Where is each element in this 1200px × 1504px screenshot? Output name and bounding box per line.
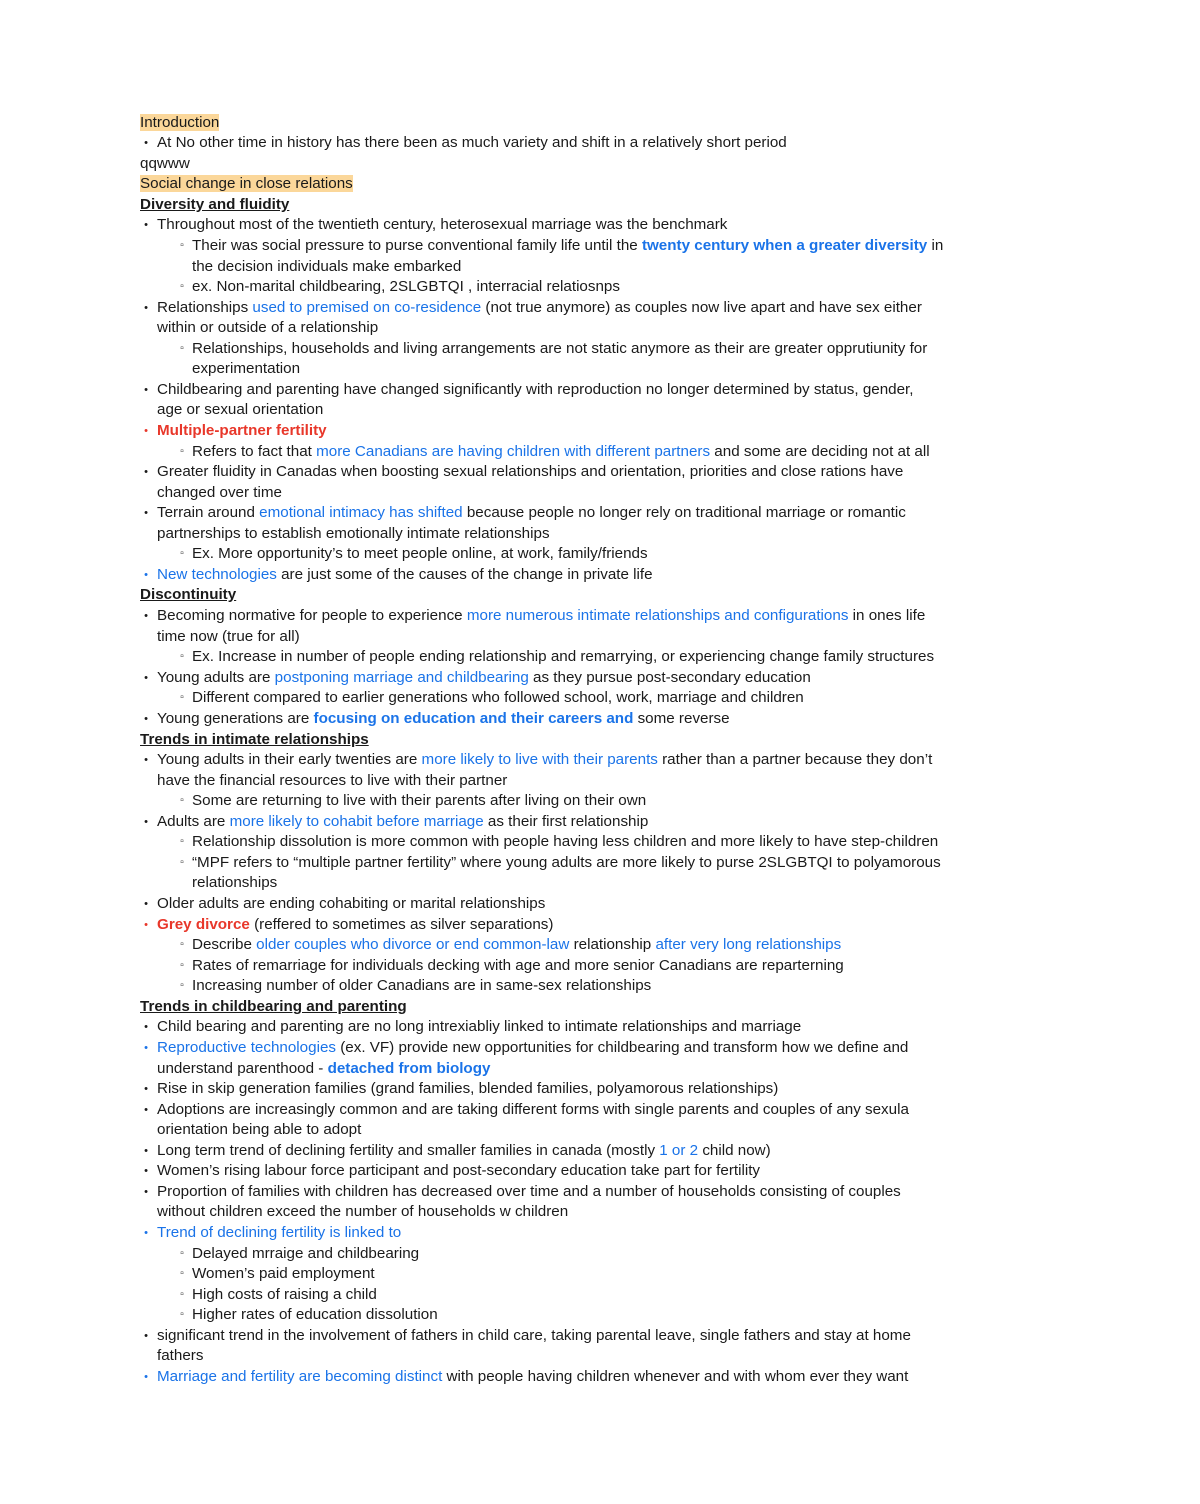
highlighted-text: twenty century when a greater diversity [641,237,928,254]
text-run: Relationships, households and living arrangements are not static anymore as their are greater opprutiunity for [192,340,928,357]
text-run: without children exceed the number of households w children [157,1203,569,1220]
bullet-icon: • [144,754,148,766]
highlighted-text: 1 or 2 [659,1142,699,1159]
bullet-item [144,606,926,626]
bullet-item [144,1367,909,1387]
text-run: and some are deciding not at all [710,443,930,460]
text-run: qqwww [140,155,190,172]
sub-bullet-item [180,956,844,976]
text-run: Adoptions are increasingly common and are taking different forms with single parents and couples of any sexula [157,1101,909,1118]
text-run: Greater fluidity in Canadas when boosting sexual relationships and orientation, priorities and close rations have [157,463,904,480]
highlighted-text: used to premised on co-residence [252,299,482,316]
highlighted-text: Trend of declining fertility is linked to [157,1224,402,1241]
sub-bullet-item [180,1244,420,1264]
text-run: orientation being able to adopt [157,1121,362,1138]
bullet-icon: • [144,1186,148,1198]
highlighted-text: after very long relationships [655,936,842,953]
bullet-item [144,1161,761,1181]
continuation-line [157,1120,361,1140]
text-run: Introduction [140,114,220,131]
text-run: with people having children whenever and with whom ever they want [442,1368,909,1385]
continuation-line [192,873,277,893]
text-run: (not true anymore) as couples now live apart and have sex either [481,299,922,316]
text-run: because people no longer rely on traditional marriage or romantic [462,504,906,521]
sub-bullet-item [180,277,620,297]
section-heading [140,113,219,133]
text-run: Becoming normative for people to experience [157,607,467,624]
text-run: Ex. Increase in number of people ending relationship and remarrying, or experiencing change family structures [192,648,935,665]
subsection-heading [140,730,369,750]
square-bullet-icon: ▫ [180,343,184,354]
sub-bullet-item [180,339,928,359]
highlighted-text: more likely to cohabit before marriage [229,813,484,830]
bullet-item [144,215,728,235]
square-bullet-icon: ▫ [180,281,184,292]
continuation-line [157,771,507,791]
text-run: Different compared to earlier generations who followed school, work, marriage and children [192,689,804,706]
text-run: Young adults in their early twenties are [157,751,422,768]
text-run: Women’s rising labour force participant and post-secondary education take part for fertility [157,1162,761,1179]
bullet-icon: • [144,466,148,478]
continuation-line [157,524,550,544]
text-run: At No other time in history has there been as much variety and shift in a relatively short period [157,134,787,151]
bullet-icon: • [144,507,148,519]
text-run: Relationship dissolution is more common with people having less children and more likely to have step-children [192,833,939,850]
bullet-item [144,1141,771,1161]
highlighted-text: more likely to live with their parents [421,751,658,768]
text-run: changed over time [157,484,282,501]
subsection-heading [140,585,236,605]
bullet-icon: • [144,919,148,931]
square-bullet-icon: ▫ [180,795,184,806]
text-run: some reverse [633,710,730,727]
highlighted-text: postponing marriage and childbearing [274,669,529,686]
sub-bullet-item [180,976,652,996]
text-run: Delayed mrraige and childbearing [192,1245,420,1262]
bullet-icon: • [144,898,148,910]
sub-bullet-item [180,1305,438,1325]
text-run: Older adults are ending cohabiting or marital relationships [157,895,546,912]
sub-bullet-item [180,442,930,462]
bullet-item [144,1326,911,1346]
text-line [140,154,190,174]
text-run: Childbearing and parenting have changed significantly with reproduction no longer determined by status, gender, [157,381,914,398]
sub-bullet-item [180,688,804,708]
bullet-item [144,709,730,729]
text-run: Refers to fact that [192,443,317,460]
bullet-icon: • [144,569,148,581]
sub-bullet-item [180,647,935,667]
bullet-icon: • [144,384,148,396]
bullet-icon: • [144,137,148,149]
sub-bullet-item [180,236,944,256]
text-run: Higher rates of education dissolution [192,1306,438,1323]
text-run: Trends in intimate relationships [140,731,369,748]
text-run: fathers [157,1347,204,1364]
square-bullet-icon: ▫ [180,1248,184,1259]
highlighted-text: older couples who divorce or end common-law [256,936,570,953]
text-run: Some are returning to live with their parents after living on their own [192,792,647,809]
highlighted-text: Reproductive technologies [157,1039,336,1056]
continuation-line [157,1202,568,1222]
text-run: Diversity and fluidity [140,196,290,213]
highlighted-text: New technologies [157,566,277,583]
bullet-icon: • [144,1042,148,1054]
text-run: “MPF refers to “multiple partner fertility” where young adults are more likely to purse 2SLGBTQI to polyamorous [192,854,941,871]
text-run: Relationships [157,299,253,316]
square-bullet-icon: ▫ [180,960,184,971]
subsection-heading [140,195,289,215]
text-run: Social change in close relations [140,175,353,192]
text-run: are just some of the causes of the change in private life [276,566,653,583]
bullet-icon: • [144,1165,148,1177]
key-term: Grey divorce [157,916,250,933]
bullet-item [144,1100,909,1120]
sub-bullet-item [180,853,941,873]
bullet-icon: • [144,1371,148,1383]
bullet-item [144,380,914,400]
bullet-item [144,894,546,914]
continuation-line [157,1059,490,1079]
sub-bullet-item [180,832,939,852]
text-run: relationships [192,874,278,891]
bullet-icon: • [144,425,148,437]
sub-bullet-item [180,791,647,811]
bullet-icon: • [144,1021,148,1033]
bullet-icon: • [144,219,148,231]
text-run: in [927,237,944,254]
text-run: Their was social pressure to purse conventional family life until the [192,237,642,254]
text-run: Young adults are [157,669,275,686]
text-run: Trends in childbearing and parenting [140,998,407,1015]
bullet-icon: • [144,713,148,725]
text-run: Increasing number of older Canadians are in same-sex relationships [192,977,652,994]
square-bullet-icon: ▫ [180,1268,184,1279]
square-bullet-icon: ▫ [180,548,184,559]
text-run: Child bearing and parenting are no long intrexiabliy linked to intimate relationships and marriage [157,1018,802,1035]
text-run: in ones life [848,607,926,624]
square-bullet-icon: ▫ [180,1309,184,1320]
sub-bullet-item [180,935,842,955]
square-bullet-icon: ▫ [180,651,184,662]
highlighted-text: emotional intimacy has shifted [259,504,463,521]
text-run: the decision individuals make embarked [192,258,462,275]
square-bullet-icon: ▫ [180,836,184,847]
text-run: experimentation [192,360,301,377]
text-run: rather than a partner because they don’t [657,751,933,768]
bullet-item [144,503,906,523]
square-bullet-icon: ▫ [180,857,184,868]
highlighted-text: detached from biology [327,1060,491,1077]
square-bullet-icon: ▫ [180,692,184,703]
text-run: Rates of remarriage for individuals decking with age and more senior Canadians are reparterning [192,957,844,974]
text-run: Terrain around [157,504,260,521]
text-run: High costs of raising a child [192,1286,377,1303]
bullet-item [144,668,811,688]
text-run: Throughout most of the twentieth century, heterosexual marriage was the benchmark [157,216,728,233]
bullet-item [144,1017,802,1037]
bullet-item [144,915,554,935]
text-run: as they pursue post-secondary education [528,669,811,686]
continuation-line [157,1346,203,1366]
text-run: Discontinuity [140,586,237,603]
bullet-item [144,1038,909,1058]
text-run: Adults are [157,813,230,830]
continuation-line [192,359,300,379]
bullet-item [144,565,653,585]
section-heading [140,174,353,194]
bullet-icon: • [144,672,148,684]
bullet-item [144,750,933,770]
bullet-item [144,462,904,482]
text-run: age or sexual orientation [157,401,324,418]
bullet-item [144,1223,402,1243]
bullet-icon: • [144,1104,148,1116]
continuation-line [157,400,323,420]
text-run: partnerships to establish emotionally intimate relationships [157,525,550,542]
bullet-icon: • [144,1083,148,1095]
text-run: (reffered to sometimes as silver separations) [249,916,554,933]
text-run: understand parenthood - [157,1060,328,1077]
text-run: have the financial resources to live with their partner [157,772,508,789]
text-run: Women’s paid employment [192,1265,375,1282]
continuation-line [157,627,300,647]
sub-bullet-item [180,1285,377,1305]
text-run: Ex. More opportunity’s to meet people online, at work, family/friends [192,545,648,562]
text-run: Rise in skip generation families (grand families, blended families, polyamorous relationships) [157,1080,779,1097]
text-run: ex. Non-marital childbearing, 2SLGBTQI , interracial relatiosnps [192,278,620,295]
bullet-icon: • [144,816,148,828]
bullet-icon: • [144,610,148,622]
highlighted-text: focusing on education and their careers and [313,710,634,727]
bullet-item [144,812,649,832]
text-run: significant trend in the involvement of fathers in child care, taking parental leave, single fathers and stay at home [157,1327,911,1344]
text-run: time now (true for all) [157,628,300,645]
text-run: Proportion of families with children has decreased over time and a number of households consisting of couples [157,1183,901,1200]
bullet-icon: • [144,1330,148,1342]
sub-bullet-item [180,1264,375,1284]
sub-bullet-item [180,544,648,564]
text-run: as their first relationship [483,813,649,830]
square-bullet-icon: ▫ [180,240,184,251]
text-run: Describe [192,936,257,953]
bullet-icon: • [144,1227,148,1239]
square-bullet-icon: ▫ [180,980,184,991]
text-run: Long term trend of declining fertility and smaller families in canada (mostly [157,1142,660,1159]
bullet-item [144,1079,779,1099]
highlighted-text: more Canadians are having children with different partners [316,443,711,460]
subsection-heading [140,997,407,1017]
bullet-item [144,298,922,318]
bullet-icon: • [144,302,148,314]
square-bullet-icon: ▫ [180,939,184,950]
bullet-item [144,1182,901,1202]
bullet-icon: • [144,1145,148,1157]
square-bullet-icon: ▫ [180,1289,184,1300]
text-run: Young generations are [157,710,314,727]
highlighted-text: Marriage and fertility are becoming distinct [157,1368,443,1385]
highlighted-text: more numerous intimate relationships and configurations [466,607,849,624]
bullet-item [144,133,787,153]
text-run: relationship [569,936,656,953]
continuation-line [157,483,282,503]
text-run: within or outside of a relationship [157,319,379,336]
key-term: Multiple-partner fertility [157,422,327,439]
continuation-line [192,257,461,277]
text-run: (ex. VF) provide new opportunities for childbearing and transform how we define and [336,1039,909,1056]
bullet-item [144,421,327,441]
square-bullet-icon: ▫ [180,446,184,457]
text-run: child now) [698,1142,771,1159]
continuation-line [157,318,378,338]
